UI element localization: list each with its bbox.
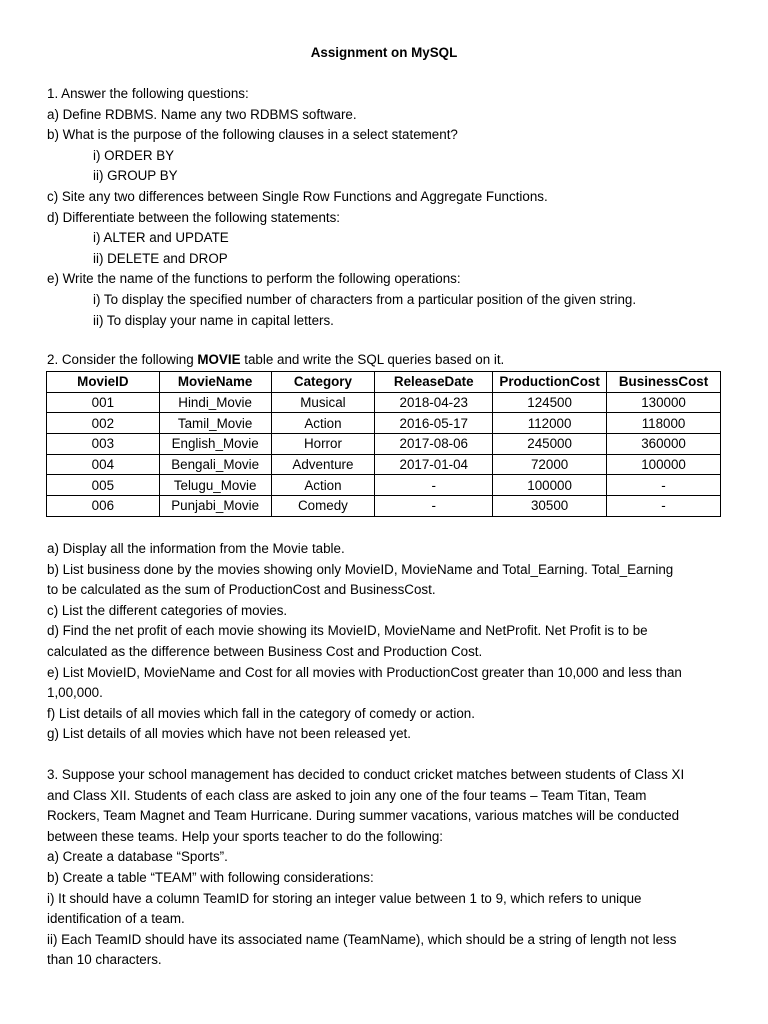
table-cell: - [375,475,493,496]
table-cell: - [607,475,721,496]
q3-intro-line1: 3. Suppose your school management has decided to conduct cricket matches between students of Class XI [47,767,685,782]
q3-intro-line3: Rockers, Team Magnet and Team Hurricane. During summer vacations, various matches will be conducted [47,808,680,824]
column-header: ReleaseDate [375,372,493,393]
q1-part-e-i: i) To display the specified number of characters from a particular position of the given string. [93,291,637,307]
table-cell: 30500 [493,496,607,517]
table-cell: Hindi_Movie [159,392,271,413]
table-cell: Punjabi_Movie [159,496,271,517]
q2-part-g: g) List details of all movies which have not been released yet. [47,726,411,742]
q2-part-f: f) List details of all movies which fall in the category of comedy or action. [47,705,475,721]
q3-part-b-i-line1: i) It should have a column TeamID for storing an integer value between 1 to 9, which refers to unique [47,890,642,906]
q2-part-b-line1: b) List business done by the movies showing only MovieID, MovieName and Total_Earning. Total_Earning [47,561,674,577]
q1-part-c: c) Site any two differences between Single Row Functions and Aggregate Functions. [47,188,548,204]
table-cell: Horror [271,434,375,455]
q1-part-d-i: i) ALTER and UPDATE [93,230,229,246]
q2-heading [47,350,727,371]
table-row [47,434,721,455]
q1-part-d-ii: ii) DELETE and DROP [93,250,228,266]
table-cell: Musical [271,392,375,413]
q3-intro-line4: between these teams. Help your sports teacher to do the following: [47,828,443,844]
q3-part-b: b) Create a table “TEAM” with following considerations: [47,869,374,885]
q2-part-c: c) List the different categories of movies. [47,602,288,618]
q3-intro-line2: and Class XII. Students of each class are asked to join any one of the four teams – Team Titan, Team [47,787,647,803]
q2-part-d-line2: calculated as the difference between Business Cost and Production Cost. [47,643,483,659]
q3-part-a: a) Create a database “Sports”. [47,849,228,865]
table-cell: Bengali_Movie [159,454,271,475]
table-cell: - [375,496,493,517]
table-cell: 118000 [607,413,721,434]
table-cell: Comedy [271,496,375,517]
table-cell: Telugu_Movie [159,475,271,496]
table-cell: 100000 [607,454,721,475]
table-cell: 360000 [607,434,721,455]
q1-part-b-i: i) ORDER BY [93,147,175,163]
q2-part-e-line2: 1,00,000. [47,685,103,701]
table-cell: 005 [47,475,160,496]
column-header: Category [271,372,375,393]
table-cell: English_Movie [159,434,271,455]
table-cell: Action [271,413,375,434]
table-cell: 72000 [493,454,607,475]
table-row [47,475,721,496]
table-cell: 004 [47,454,160,475]
table-cell: 124500 [493,392,607,413]
table-cell: 100000 [493,475,607,496]
table-cell: Adventure [271,454,375,475]
column-header: BusinessCost [607,372,721,393]
q2-part-d-line1: d) Find the net profit of each movie showing its MovieID, MovieName and NetProfit. Net Profit is to be [47,623,648,639]
table-cell: 001 [47,392,160,413]
table-cell: 130000 [607,392,721,413]
q3-part-b-ii-line2: than 10 characters. [47,952,162,968]
q3-part-b-i-line2: identification of a team. [47,911,185,927]
table-row [47,454,721,475]
question-1 [47,84,727,331]
q1-part-e: e) Write the name of the functions to perform the following operations: [47,271,461,287]
table-cell: 2017-08-06 [375,434,493,455]
table-cell: Tamil_Movie [159,413,271,434]
q2-heading-pre: 2. Consider the following [47,352,198,367]
q1-part-d: d) Differentiate between the following statements: [47,209,341,225]
column-header: ProductionCost [493,372,607,393]
q2-part-e-line1: e) List MovieID, MovieName and Cost for all movies with ProductionCost greater than 10,000 and less than [47,664,682,680]
q2-part-a: a) Display all the information from the Movie table. [47,541,345,556]
question-3 [47,765,727,971]
table-header-row [47,372,721,393]
table-row [47,392,721,413]
table-cell: 006 [47,496,160,517]
table-cell: Action [271,475,375,496]
table-cell: 112000 [493,413,607,434]
q3-part-b-ii-line1: ii) Each TeamID should have its associated name (TeamName), which should be a string of length not less [47,931,677,947]
table-cell: 2016-05-17 [375,413,493,434]
q1-part-a: a) Define RDBMS. Name any two RDBMS software. [47,106,357,122]
table-cell: 2017-01-04 [375,454,493,475]
q1-part-b-ii: ii) GROUP BY [93,168,178,184]
movie-table [46,371,721,517]
q2-heading-table-name: MOVIE [197,352,241,367]
table-cell: 002 [47,413,160,434]
table-row [47,413,721,434]
q2-heading-post: table and write the SQL queries based on it. [240,352,505,367]
column-header: MovieID [47,372,160,393]
q2-parts [47,539,727,745]
column-header: MovieName [159,372,271,393]
page-title: Assignment on MySQL [310,45,458,60]
table-row [47,496,721,517]
q1-part-e-ii: ii) To display your name in capital letters. [93,312,334,328]
table-cell: 245000 [493,434,607,455]
q1-heading: 1. Answer the following questions: [47,86,249,101]
q2-part-b-line2: to be calculated as the sum of ProductionCost and BusinessCost. [47,582,436,598]
table-cell: 003 [47,434,160,455]
q1-part-b: b) What is the purpose of the following clauses in a select statement? [47,127,458,143]
table-cell: - [607,496,721,517]
table-cell: 2018-04-23 [375,392,493,413]
